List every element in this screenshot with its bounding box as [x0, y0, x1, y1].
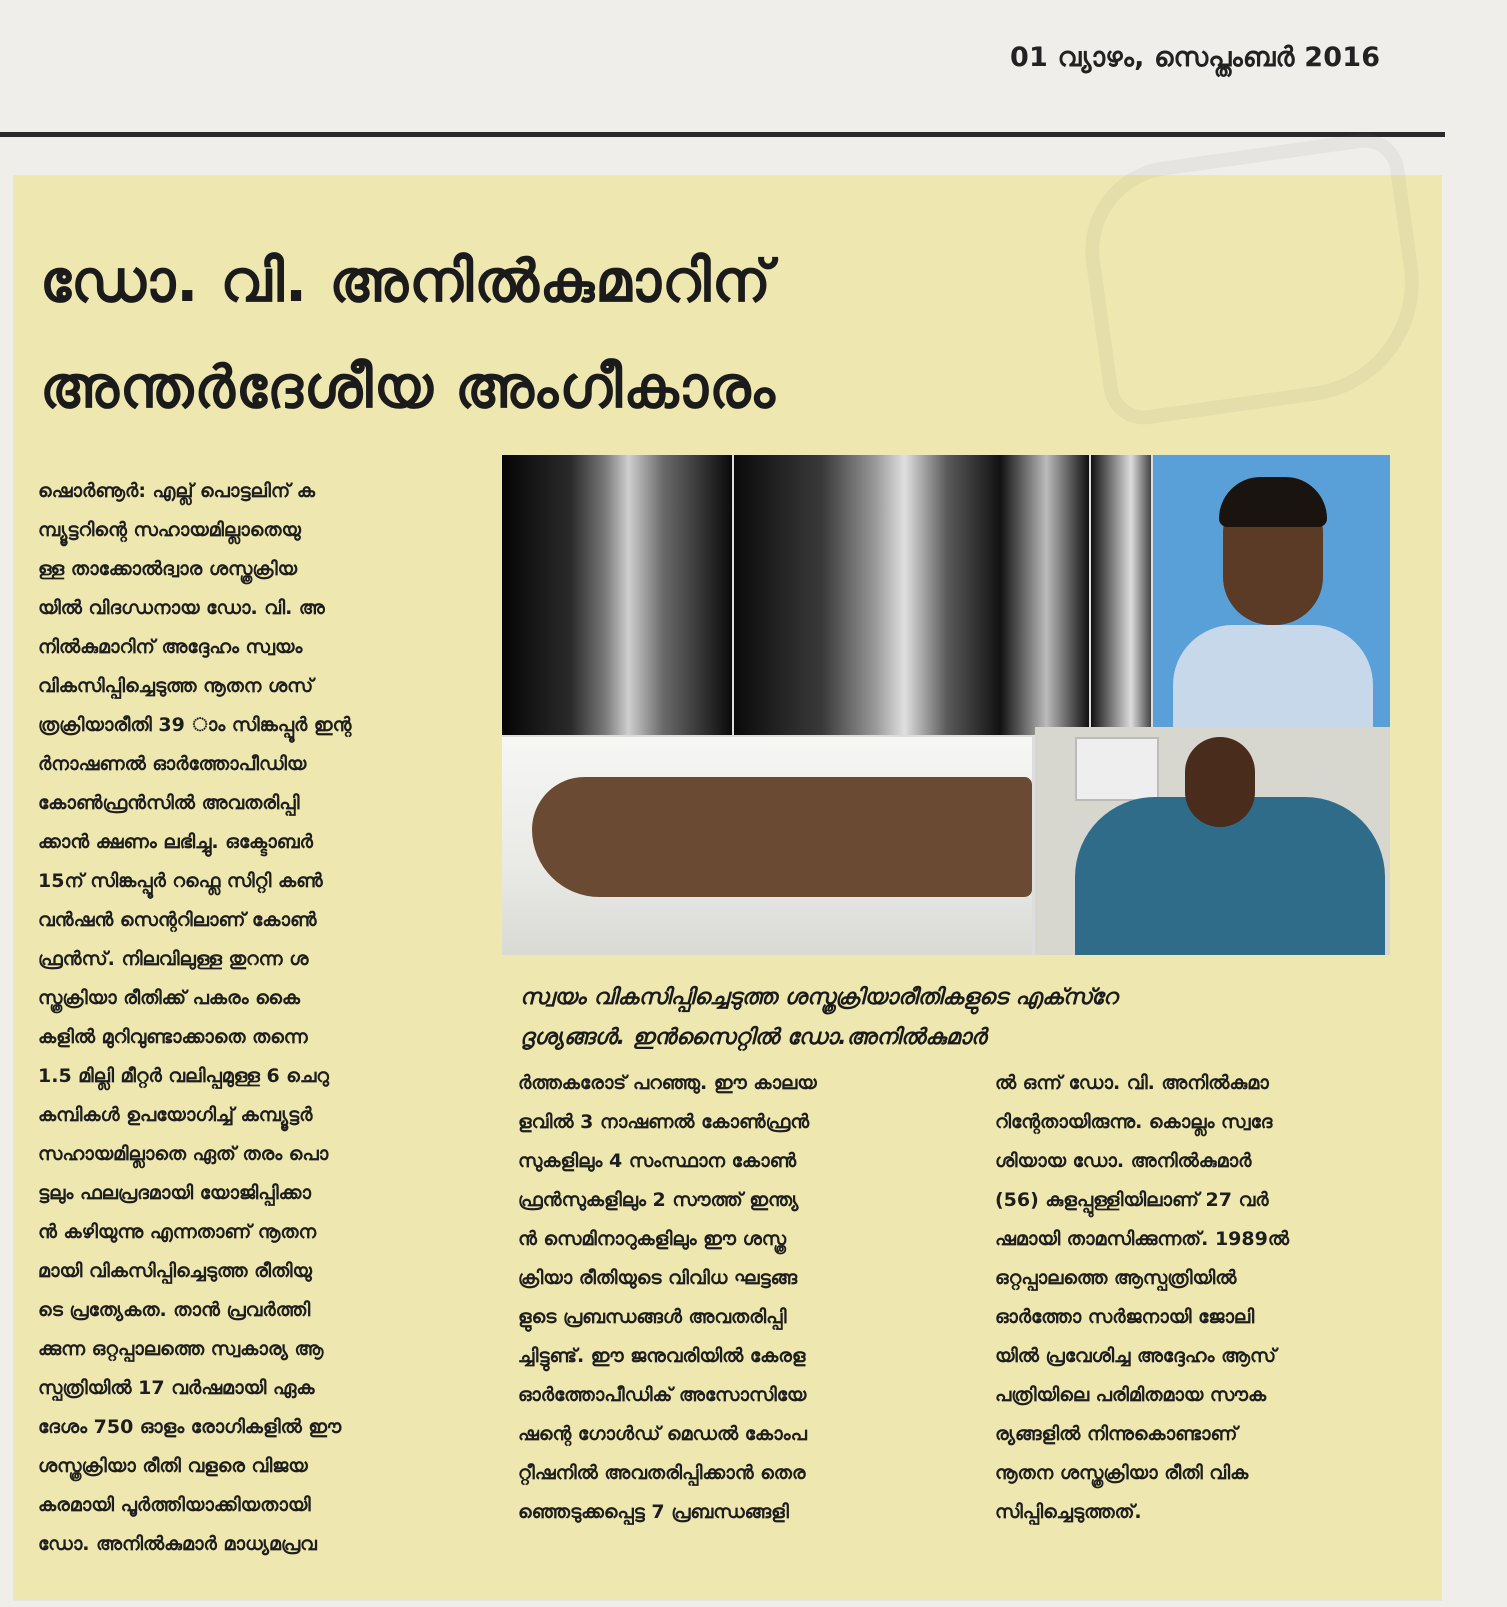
dateline: 01 വ്യാഴം, സെപ്തംബർ 2016 — [1010, 42, 1381, 73]
article-line: ത്രക്രിയാരീതി 39 ാം സിങ്കപ്പൂർ ഇന്റ — [38, 714, 352, 736]
caption-line-1: സ്വയം വികസിപ്പിച്ചെടുത്ത ശസ്ത്രക്രിയാരീതികളുടെ എക്സ്റേ — [520, 985, 1118, 1010]
article-line: ക്കുന്ന ഒറ്റപ്പാലത്തെ സ്വകാര്യ ആ — [38, 1338, 324, 1360]
article-line: കമ്പികൾ ഉപയോഗിച്ച് കമ്പ്യൂട്ടർ — [38, 1104, 313, 1126]
xray-image-strip — [1091, 455, 1151, 735]
article-line: നൂതന ശസ്ത്രക്രിയാ രീതി വിക — [995, 1462, 1249, 1484]
article-line: ര്യങ്ങളിൽ നിന്നുകൊണ്ടാണ് — [995, 1423, 1238, 1445]
photo-caption — [520, 978, 1420, 1058]
article-line: യിൽ വിദഗ്ധനായ ഡോ. വി. അ — [38, 597, 325, 619]
article-line: ഞ്ഞെടുക്കപ്പെട്ട 7 പ്രബന്ധങ്ങളി — [518, 1501, 789, 1523]
article-line: ർത്തകരോട് പറഞ്ഞു. ഈ കാലയ — [518, 1072, 817, 1094]
article-line: ഫ്രൻസുകളിലും 2 സൗത്ത് ഇന്ത്യ — [518, 1189, 799, 1211]
article-line: വൻഷൻ സെന്ററിലാണ് കോൺ — [38, 909, 317, 931]
article-line: കളിൽ മുറിവുണ്ടാക്കാതെ തന്നെ — [38, 1026, 308, 1048]
article-line: ശിയായ ഡോ. അനിൽകുമാർ — [995, 1150, 1252, 1172]
article-line: ൻ കഴിയുന്നു എന്നതാണ് നൂതന — [38, 1221, 317, 1243]
article-column-1 — [38, 472, 493, 1564]
photo-collage — [502, 455, 1390, 955]
article-line: സഹായമില്ലാതെ ഏത് തരം പൊ — [38, 1143, 329, 1165]
article-column-3 — [995, 1064, 1415, 1532]
article-line: ഷന്റെ ഗോൾഡ് മെഡൽ കോംപ — [518, 1423, 807, 1445]
header-rule — [0, 132, 1445, 137]
article-line: നിൽകുമാറിന് അദ്ദേഹം സ്വയം — [38, 636, 303, 658]
article-line: കോൺഫ്രൻസിൽ അവതരിപ്പി — [38, 792, 300, 814]
article-line: ദേശം 750 ഓളം രോഗികളിൽ ഈ — [38, 1416, 342, 1438]
article-line: സ്ത്രക്രിയാ രീതിക്ക് പകരം കൈ — [38, 987, 301, 1009]
wrist-photo — [502, 737, 1032, 955]
article-line: യിൽ പ്രവേശിച്ച അദ്ദേഹം ആസ് — [995, 1345, 1277, 1367]
article-line: ഓർത്തോ സർജനായി ജോലി — [995, 1306, 1255, 1328]
article-line: പത്രിയിലെ പരിമിതമായ സൗക — [995, 1384, 1267, 1406]
article-column-2 — [518, 1064, 958, 1532]
article-line: ട്ടലും ഫലപ്രദമായി യോജിപ്പിക്കാ — [38, 1182, 311, 1204]
article-line: സ്പത്രിയിൽ 17 വർഷമായി ഏക — [38, 1377, 315, 1399]
article-line: ക്കാൻ ക്ഷണം ലഭിച്ചു. ഒക്ടോബർ — [38, 831, 313, 853]
article-line: ഡോ. അനിൽകുമാർ മാധ്യമപ്രവ — [38, 1533, 317, 1555]
xray-image-left — [502, 455, 732, 735]
article-line: (56) കുളപ്പുള്ളിയിലാണ് 27 വർ — [995, 1189, 1269, 1211]
article-line: 1.5 മില്ലി മീറ്റർ വലിപ്പമുള്ള 6 ചെറു — [38, 1065, 329, 1087]
article-line: ഫ്രൻസ്. നിലവിലുള്ള തുറന്ന ശ — [38, 948, 309, 970]
article-line: റ്റീഷനിൽ അവതരിപ്പിക്കാൻ തെര — [518, 1462, 806, 1484]
article-line: മ്പ്യൂട്ടറിന്റെ സഹായമില്ലാതെയു — [38, 519, 301, 541]
article-line: വികസിപ്പിച്ചെടുത്ത നൂതന ശസ് — [38, 675, 314, 697]
article-line: ൽ ഒന്ന് ഡോ. വി. അനിൽകുമാ — [995, 1072, 1269, 1094]
article-line: ച്ചിട്ടുണ്ട്. ഈ ജനുവരിയിൽ കേരള — [518, 1345, 806, 1367]
article-line: ഒറ്റപ്പാലത്തെ ആസ്പത്രിയിൽ — [995, 1267, 1237, 1289]
article-line: സിപ്പിച്ചെടുത്തത്. — [995, 1501, 1142, 1523]
article-line: ഓർത്തോപീഡിക് അസോസിയേ — [518, 1384, 807, 1406]
caption-line-2: ദൃശ്യങ്ങൾ. ഇൻസൈറ്റിൽ ഡോ.അനിൽകുമാർ — [520, 1025, 987, 1050]
article-line: ള്ള താക്കോൽദ്വാര ശസ്ത്രക്രിയ — [38, 558, 297, 580]
article-line: ൻ സെമിനാറുകളിലും ഈ ശസ്ത്ര — [518, 1228, 787, 1250]
article-line: ടെ പ്രത്യേകത. താൻ പ്രവർത്തി — [38, 1299, 311, 1321]
article-line: ഷമായി താമസിക്കുന്നത്. 1989ൽ — [995, 1228, 1289, 1250]
headline-line-2: അന്തർദേശീയ അംഗീകാരം — [40, 353, 776, 421]
article-line: ളുടെ പ്രബന്ധങ്ങൾ അവതരിപ്പി — [518, 1306, 787, 1328]
xray-image-wires — [734, 455, 1089, 735]
article-line: റിന്റേതായിരുന്നു. കൊല്ലം സ്വദേ — [995, 1111, 1273, 1133]
article-line: ശസ്ത്രക്രിയാ രീതി വളരെ വിജയ — [38, 1455, 308, 1477]
article-line: ക്രിയാ രീതിയുടെ വിവിധ ഘട്ടങ്ങ — [518, 1267, 798, 1289]
article-line: ർനാഷണൽ ഓർത്തോപീഡിയ — [38, 753, 307, 775]
article-line: കരമായി പൂർത്തിയാക്കിയതായി — [38, 1494, 311, 1516]
doctor-portrait-photo — [1153, 455, 1390, 733]
article-line: ളവിൽ 3 നാഷണൽ കോൺഫ്രൻ — [518, 1111, 810, 1133]
patient-photo — [1035, 727, 1390, 955]
article-line: മായി വികസിപ്പിച്ചെടുത്ത രീതിയു — [38, 1260, 312, 1282]
article-line: 15ന് സിങ്കപ്പൂർ റഫ്ലെ സിറ്റി കൺ — [38, 870, 323, 892]
article-line: ഷൊർണൂർ: എല്ല് പൊട്ടലിന് ക — [38, 480, 315, 502]
headline — [40, 228, 1100, 440]
article-line: സുകളിലും 4 സംസ്ഥാന കോൺ — [518, 1150, 797, 1172]
headline-line-1: ഡോ. വി. അനിൽകുമാറിന് — [40, 247, 772, 315]
